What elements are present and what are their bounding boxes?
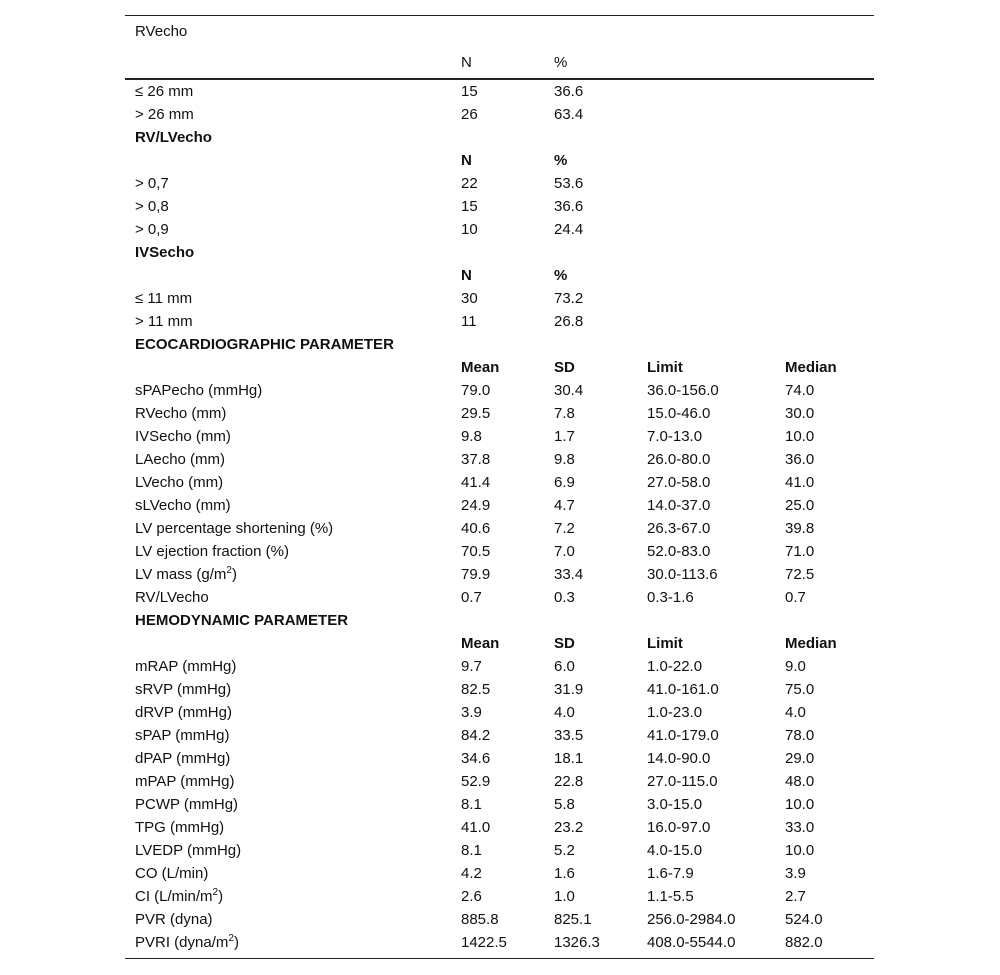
table-title: RVecho [135, 23, 188, 40]
row-label: sPAP (mmHg) [135, 727, 230, 744]
table-cell: 26.3-67.0 [647, 520, 711, 537]
table-cell: 9.8 [554, 451, 575, 468]
table-row [125, 172, 874, 195]
table-cell: 33.5 [554, 727, 584, 744]
table-row [125, 425, 874, 448]
row-label: CO (L/min) [135, 865, 209, 882]
table-cell: 0.7 [785, 589, 806, 606]
table-cell: 4.2 [461, 865, 482, 882]
column-header-row [125, 356, 874, 379]
column-header: N [461, 267, 472, 284]
table-cell: 1326.3 [554, 934, 600, 951]
row-label: LVecho (mm) [135, 474, 224, 491]
section-heading [125, 609, 874, 632]
table-cell: 63.4 [554, 106, 584, 123]
table-row [125, 655, 874, 678]
table-row [125, 563, 874, 586]
table-row [125, 310, 874, 333]
row-label: LAecho (mm) [135, 451, 226, 468]
table-row [125, 517, 874, 540]
table-cell: 23.2 [554, 819, 584, 836]
table-cell: 1.6-7.9 [647, 865, 694, 882]
table-cell: 7.0-13.0 [647, 428, 703, 445]
section-heading-label: IVSecho [135, 244, 195, 261]
table-cell: 3.9 [461, 704, 482, 721]
table-body [125, 48, 874, 954]
column-header-row [125, 632, 874, 655]
table-cell: 37.8 [461, 451, 491, 468]
section-heading-label: ECOCARDIOGRAPHIC PARAMETER [135, 336, 394, 353]
column-header: % [554, 267, 568, 284]
column-header-row [125, 48, 874, 80]
column-header: SD [554, 635, 575, 652]
row-label: RV/LVecho [135, 589, 209, 606]
table-cell: 6.0 [554, 658, 575, 675]
table-cell: 41.0-161.0 [647, 681, 719, 698]
table-cell: 256.0-2984.0 [647, 911, 736, 928]
table-cell: 41.0-179.0 [647, 727, 719, 744]
table-cell: 2.6 [461, 888, 482, 905]
table-cell: 7.2 [554, 520, 575, 537]
table-cell: 7.8 [554, 405, 575, 422]
row-label: LVEDP (mmHg) [135, 842, 242, 859]
table-cell: 41.0 [785, 474, 815, 491]
table-row [125, 816, 874, 839]
table-cell: 524.0 [785, 911, 823, 928]
column-header: Mean [461, 359, 500, 376]
row-label: ≤ 26 mm [135, 83, 194, 100]
row-label: sRVP (mmHg) [135, 681, 232, 698]
row-label: dPAP (mmHg) [135, 750, 231, 767]
table-cell: 33.4 [554, 566, 584, 583]
row-label: mPAP (mmHg) [135, 773, 235, 790]
table-cell: 30.4 [554, 382, 584, 399]
row-label: mRAP (mmHg) [135, 658, 237, 675]
table-cell: 41.4 [461, 474, 491, 491]
table-cell: 0.7 [461, 589, 482, 606]
table-row [125, 839, 874, 862]
column-header: Limit [647, 635, 683, 652]
table-cell: 29.5 [461, 405, 491, 422]
table-cell: 7.0 [554, 543, 575, 560]
table-cell: 1.0 [554, 888, 575, 905]
table-cell: 24.9 [461, 497, 491, 514]
table-cell: 73.2 [554, 290, 584, 307]
table-cell: 26.8 [554, 313, 584, 330]
row-label: dRVP (mmHg) [135, 704, 232, 721]
row-label: > 0,9 [135, 221, 169, 238]
table-cell: 408.0-5544.0 [647, 934, 736, 951]
table-cell: 30.0 [785, 405, 815, 422]
row-label: > 0,8 [135, 198, 169, 215]
data-table [125, 15, 874, 959]
column-header: % [554, 152, 568, 169]
table-cell: 10 [461, 221, 478, 238]
table-cell: 31.9 [554, 681, 584, 698]
table-cell: 36.6 [554, 83, 584, 100]
column-header: Mean [461, 635, 500, 652]
row-label: LV percentage shortening (%) [135, 520, 334, 537]
table-cell: 0.3 [554, 589, 575, 606]
table-cell: 30.0-113.6 [647, 566, 718, 583]
column-header: Median [785, 635, 837, 652]
table-cell: 825.1 [554, 911, 592, 928]
column-header: N [461, 152, 472, 169]
table-row [125, 287, 874, 310]
row-label: sPAPecho (mmHg) [135, 382, 263, 399]
table-row [125, 80, 874, 103]
row-label: LV mass $(g/m^2)$ [135, 565, 237, 583]
table-cell: 8.1 [461, 842, 482, 859]
table-cell: 10.0 [785, 428, 815, 445]
row-label: LV ejection fraction (%) [135, 543, 289, 560]
table-cell: 5.8 [554, 796, 575, 813]
table-row [125, 195, 874, 218]
table-row [125, 494, 874, 517]
table-cell: 15 [461, 83, 478, 100]
table-cell: 5.2 [554, 842, 575, 859]
row-label: sLVecho (mm) [135, 497, 231, 514]
table-cell: 27.0-58.0 [647, 474, 711, 491]
table-cell: 1.0-23.0 [647, 704, 703, 721]
table-cell: 75.0 [785, 681, 815, 698]
table-cell: 52.0-83.0 [647, 543, 711, 560]
table-cell: 1.1-5.5 [647, 888, 694, 905]
table-cell: 79.9 [461, 566, 491, 583]
row-label: TPG (mmHg) [135, 819, 225, 836]
section-heading [125, 241, 874, 264]
table-cell: 72.5 [785, 566, 815, 583]
row-label: PCWP (mmHg) [135, 796, 239, 813]
table-cell: 48.0 [785, 773, 815, 790]
table-cell: 41.0 [461, 819, 491, 836]
table-row [125, 908, 874, 931]
table-cell: 26.0-80.0 [647, 451, 711, 468]
table-cell: 18.1 [554, 750, 584, 767]
table-cell: 52.9 [461, 773, 491, 790]
table-cell: 29.0 [785, 750, 815, 767]
table-cell: 16.0-97.0 [647, 819, 711, 836]
table-cell: 15 [461, 198, 478, 215]
table-cell: 26 [461, 106, 478, 123]
table-row [125, 724, 874, 747]
table-cell: 4.0 [554, 704, 575, 721]
table-cell: 10.0 [785, 842, 815, 859]
table-cell: 30 [461, 290, 478, 307]
table-cell: 1.6 [554, 865, 575, 882]
table-cell: 74.0 [785, 382, 815, 399]
table-cell: 22 [461, 175, 478, 192]
table-row [125, 885, 874, 908]
table-cell: 9.7 [461, 658, 482, 675]
table-cell: 14.0-37.0 [647, 497, 711, 514]
table-cell: 6.9 [554, 474, 575, 491]
table-row [125, 540, 874, 563]
row-label: ≤ 11 mm [135, 290, 193, 307]
table-row [125, 218, 874, 241]
table-cell: 53.6 [554, 175, 584, 192]
table-cell: 14.0-90.0 [647, 750, 711, 767]
table-cell: 2.7 [785, 888, 806, 905]
row-label: > 11 mm [135, 313, 193, 330]
table-cell: 27.0-115.0 [647, 773, 718, 790]
table-bottom-rule [125, 958, 874, 959]
table-cell: 24.4 [554, 221, 584, 238]
column-header: SD [554, 359, 575, 376]
table-title-row [125, 15, 874, 48]
table-cell: 78.0 [785, 727, 815, 744]
table-row [125, 678, 874, 701]
table-cell: 8.1 [461, 796, 482, 813]
table-cell: 9.0 [785, 658, 806, 675]
row-label: CI $(L/\min/m^2)$ [135, 887, 224, 905]
table-row [125, 448, 874, 471]
table-cell: 82.5 [461, 681, 491, 698]
column-header: Limit [647, 359, 683, 376]
column-header: % [554, 54, 568, 71]
table-cell: 15.0-46.0 [647, 405, 711, 422]
table-cell: 33.0 [785, 819, 815, 836]
table-cell: 885.8 [461, 911, 499, 928]
table-cell: 9.8 [461, 428, 482, 445]
table-row [125, 471, 874, 494]
row-label: RVecho (mm) [135, 405, 227, 422]
table-cell: 84.2 [461, 727, 491, 744]
table-cell: 882.0 [785, 934, 823, 951]
row-label: PVR (dyna) [135, 911, 213, 928]
section-heading-label: RV/LVecho [135, 129, 212, 146]
table-cell: 3.0-15.0 [647, 796, 703, 813]
table-cell: 70.5 [461, 543, 491, 560]
table-cell: 36.6 [554, 198, 584, 215]
table-row [125, 770, 874, 793]
row-label: > 0,7 [135, 175, 169, 192]
table-row [125, 862, 874, 885]
table-cell: 10.0 [785, 796, 815, 813]
table-cell: 3.9 [785, 865, 806, 882]
table-row [125, 379, 874, 402]
table-row [125, 931, 874, 954]
section-heading-label: HEMODYNAMIC PARAMETER [135, 612, 349, 629]
column-header: Median [785, 359, 837, 376]
table-row [125, 402, 874, 425]
table-cell: 79.0 [461, 382, 491, 399]
table-cell: 71.0 [785, 543, 815, 560]
row-label: PVRI $(dyna/m^2)$ [135, 933, 239, 951]
table-cell: 4.0-15.0 [647, 842, 703, 859]
column-header-row [125, 264, 874, 287]
table-cell: 1.7 [554, 428, 575, 445]
table-row [125, 586, 874, 609]
table-cell: 34.6 [461, 750, 491, 767]
row-label: IVSecho (mm) [135, 428, 231, 445]
table-cell: 1.0-22.0 [647, 658, 703, 675]
row-label: > 26 mm [135, 106, 194, 123]
table-cell: 40.6 [461, 520, 491, 537]
section-heading [125, 333, 874, 356]
table-row [125, 701, 874, 724]
table-cell: 11 [461, 313, 477, 330]
table-cell: 36.0 [785, 451, 815, 468]
table-cell: 22.8 [554, 773, 584, 790]
table-cell: 39.8 [785, 520, 815, 537]
table-cell: 25.0 [785, 497, 815, 514]
section-heading [125, 126, 874, 149]
table-cell: 0.3-1.6 [647, 589, 694, 606]
table-row [125, 747, 874, 770]
table-cell: 4.0 [785, 704, 806, 721]
column-header-row [125, 149, 874, 172]
table-row [125, 103, 874, 126]
table-cell: 4.7 [554, 497, 575, 514]
table-cell: 1422.5 [461, 934, 507, 951]
column-header: N [461, 54, 472, 71]
table-row [125, 793, 874, 816]
table-cell: 36.0-156.0 [647, 382, 719, 399]
